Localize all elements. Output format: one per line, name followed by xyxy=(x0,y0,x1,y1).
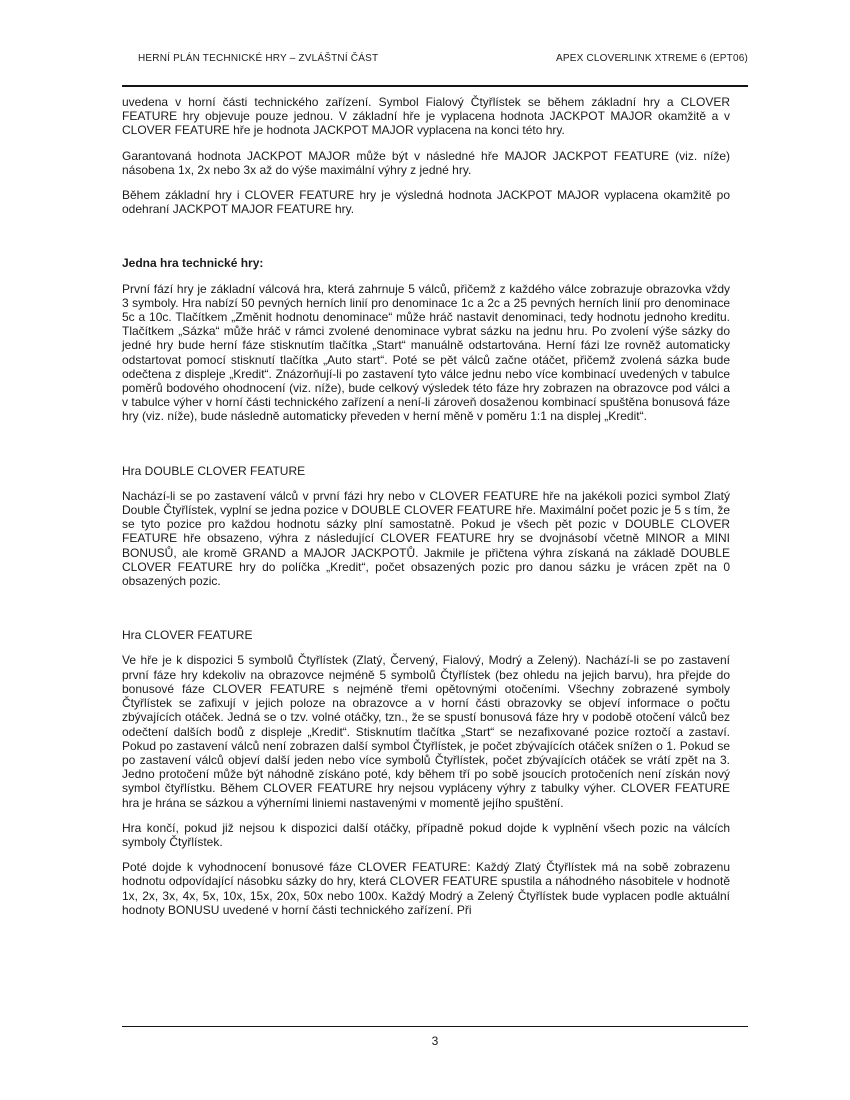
document-body xyxy=(122,95,730,928)
page-header xyxy=(122,53,748,64)
header-rule xyxy=(122,85,748,87)
section-heading-one-game: Jedna hra technické hry: xyxy=(122,256,264,271)
section-heading-double-clover-feature: Hra DOUBLE CLOVER FEATURE xyxy=(122,463,306,478)
paragraph-double-clover-feature: Nachází-li se po zastavení válců v první fázi hry nebo v CLOVER FEATURE hře na jakékoli pozici symbol Zlatý Double Čtyřlístek, vyplní se jedna pozice v DOUBLE CLOVER FEATURE hře. Maximální počet pozic je 5 s tím, že se tyto pozice pro každou hodnotu sázky plní samostatně. Pokud je všech pět pozic v DOUBLE CLOVER FEATURE hře obsazeno, výhra z následující CLOVER FEATURE hry se dvojnásobí včetně MINOR a MINI BONUSŮ, ale kromě GRAND a MAJOR JACKPOTŮ. Jakmile je přičtena výhra získaná na základě DOUBLE CLOVER FEATURE hry do políčka „Kredit“, počet obsazených pozic pro danou sázku je vrácen zpět na 0 obsazených pozic. xyxy=(122,488,730,589)
paragraph-continuation: uvedena v horní části technického zařízení. Symbol Fialový Čtyřlístek se během základní hry a CLOVER FEATURE hry objevuje pouze jednou. V základní hře je vyplacena hodnota JACKPOT MAJOR okamžitě a v CLOVER FEATURE hře je hodnota JACKPOT MAJOR vyplacena na konci této hry. xyxy=(122,95,730,138)
paragraph-jackpot-major-payout: Během základní hry i CLOVER FEATURE hry je výsledná hodnota JACKPOT MAJOR vyplacena okamžitě po odehraní JACKPOT MAJOR FEATURE hry. xyxy=(122,188,730,217)
footer-rule xyxy=(122,1026,748,1027)
section-heading-clover-feature: Hra CLOVER FEATURE xyxy=(122,628,253,643)
paragraph-game-end: Hra končí, pokud již nejsou k dispozici další otáčky, případně pokud dojde k vyplnění všech pozic na válcích symboly Čtyřlístek. xyxy=(122,820,730,849)
paragraph-jackpot-major-multiplier: Garantovaná hodnota JACKPOT MAJOR může být v následné hře MAJOR JACKPOT FEATURE (viz. níže) násobena 1x, 2x nebo 3x až do výše maximální výhry z jedné hry. xyxy=(122,148,730,177)
paragraph-clover-feature-evaluation: Poté dojde k vyhodnocení bonusové fáze CLOVER FEATURE: Každý Zlatý Čtyřlístek má na sobě zobrazenu hodnotu odpovídající násobku sázky do hry, která CLOVER FEATURE spustila a náhodného násobitele v hodnotě 1x, 2x, 3x, 4x, 5x, 10x, 15x, 20x, 50x nebo 100x. Každý Modrý a Zelený Čtyřlístek bude vyplacen podle aktuální hodnoty BONUSU uvedené v horní části technického zařízení. Při xyxy=(122,860,730,917)
header-right-title: APEX CLOVERLINK XTREME 6 (EPT06) xyxy=(555,53,748,64)
page-number: 3 xyxy=(431,1034,439,1048)
paragraph-clover-feature: Ve hře je k dispozici 5 symbolů Čtyřlístek (Zlatý, Červený, Fialový, Modrý a Zelený). Nachází-li se po zastavení první fáze hry kdekoliv na obrazovce nejméně 5 symbolů Čtyřlístek (bez ohledu na jejich barvu), hra přejde do bonusové fáze CLOVER FEATURE s nejméně třemi opětovnými otočeními. Všechny zobrazené symboly Čtyřlístek se zafixují v jejich poloze na obrazovce a v horní části obrazovky se objeví informace o počtu zbývajících otáček. Jedná se o tzv. volné otáčky, tzn., že se spustí bonusová fáze hry v podobě otočení válců bez odečtení dalších bodů z displeje „Kredit“. Stisknutím tlačítka „Start“ se nezafixované pozice roztočí a zastaví. Pokud po zastavení válců není zobrazen další symbol Čtyřlístek, je počet zbývajících otáček snížen o 1. Pokud se po zastavení válců objeví další jeden nebo více symbolů Čtyřlístek, počet zbývajících otáček se vrátí zpět na 3. Jedno protočení může být náhodně získáno poté, kdy během tří po sobě jsoucích protočeních není získán nový symbol čtyřlístku. Během CLOVER FEATURE hry nejsou vypláceny výhry z tabulky výher. CLOVER FEATURE hra je hrána se sázkou a výherními liniemi nastavenými v momentě jejího spuštění. xyxy=(122,653,730,810)
paragraph-base-game-description: První fází hry je základní válcová hra, která zahrnuje 5 válců, přičemž z každého válce zobrazuje obrazovka vždy 3 symboly. Hra nabízí 50 pevných herních linií pro denominace 1c a 2c a 25 pevných herních linií pro denominace 5c a 10c. Tlačítkem „Změnit hodnotu denominace“ může hráč nastavit denominaci, tedy hodnotu jednoho kreditu. Tlačítkem „Sázka“ může hráč v rámci zvolené denominace vybrat sázku na jednu hru. Po zvolení výše sázky do jedné hry bude herní fáze stisknutím tlačítka „Start“ manuálně odstartována. Herní fázi lze rovněž automaticky odstartovat pomocí stisknutí tlačítka „Auto start“. Poté se pět válců začne otáčet, přičemž zvolená sázka bude odečtena z displeje „Kredit“. Znázorňují-li po zastavení tyto válce jednu nebo více kombinací uvedených v tabulce poměrů bodového ohodnocení (viz. níže), bude celkový výsledek této fáze hry zobrazen na obrazovce pod válci a v tabulce výher v horní části technického zařízení a není-li zároveň dosaženou kombinací spuštěna bonusová fáze hry (viz. níže), bude následně automaticky převeden v herní měně v poměru 1:1 na displej „Kredit“. xyxy=(122,281,730,424)
header-left-title: HERNÍ PLÁN TECHNICKÉ HRY – ZVLÁŠTNÍ ČÁST xyxy=(138,53,379,64)
